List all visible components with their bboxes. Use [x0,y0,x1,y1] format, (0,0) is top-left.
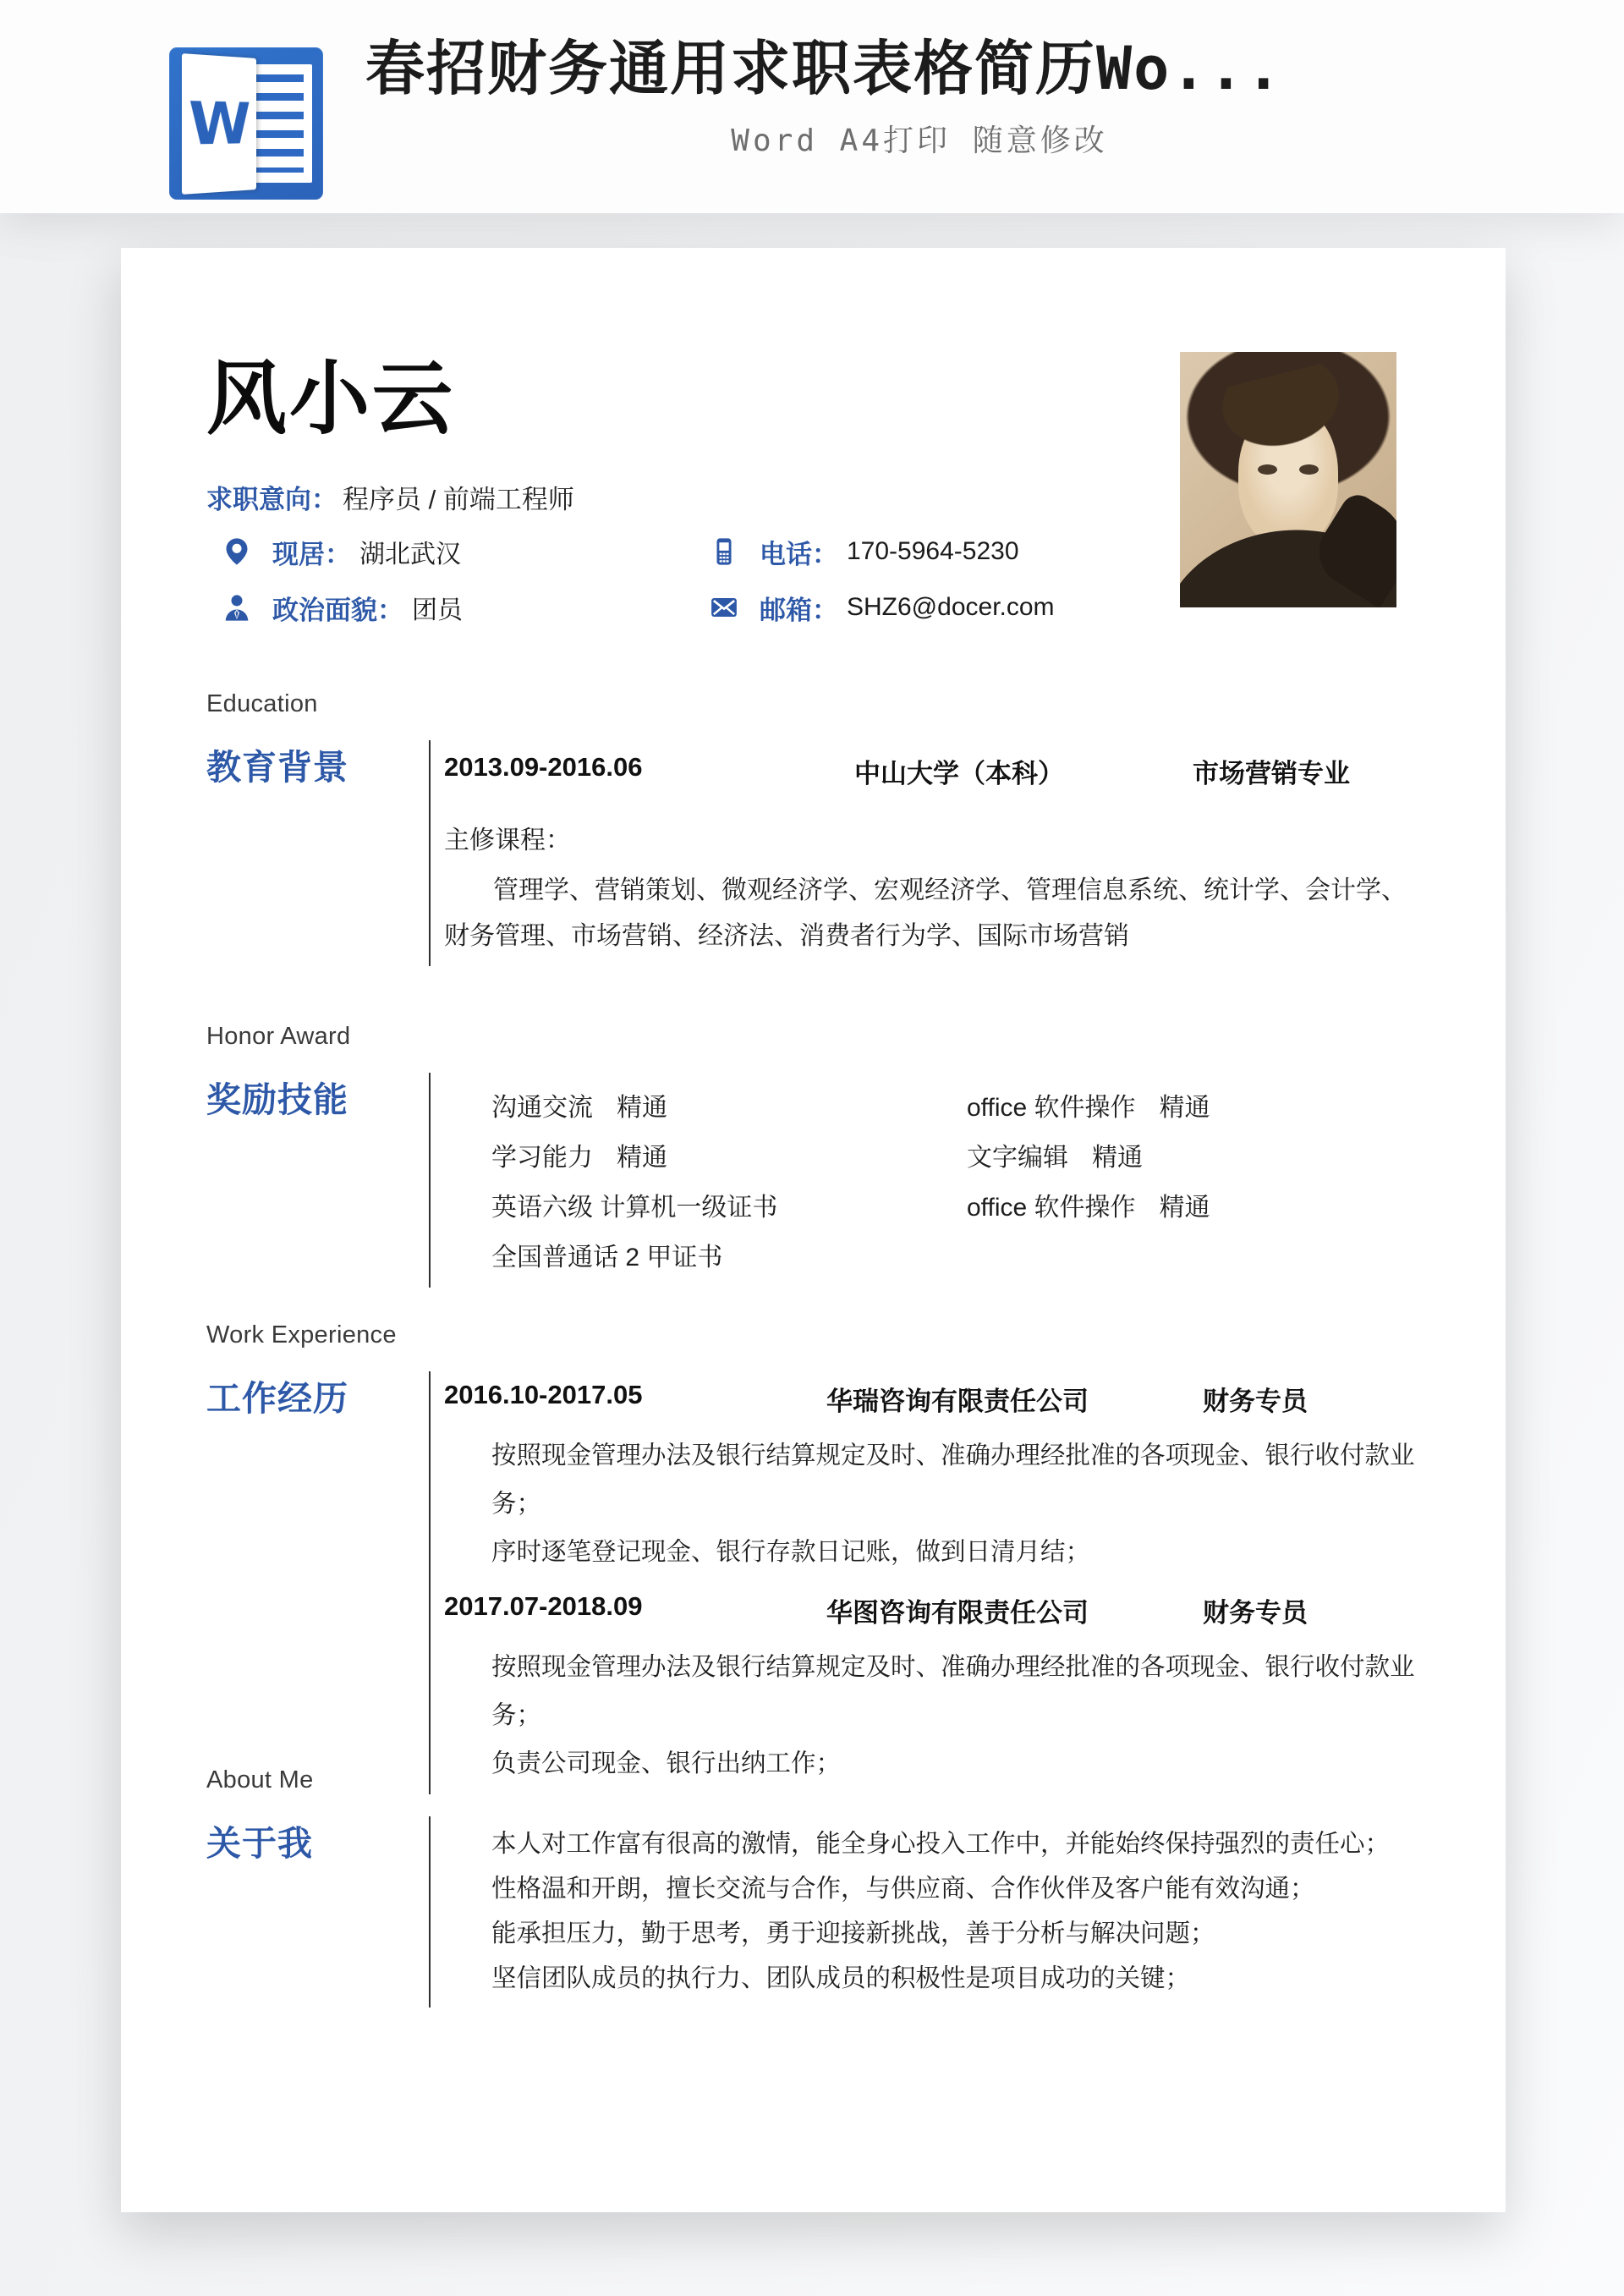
section-title-zh: 关于我 [206,1824,313,1863]
word-app-icon [169,47,323,200]
education-period: 2013.09-2016.06 [444,752,643,782]
skill-item [491,1229,967,1279]
section-title-zh: 奖励技能 [206,1080,348,1119]
courses-label: 主修课程： [444,827,571,854]
job-company: 华瑞咨询有限责任公司 [826,1387,1089,1416]
about-line: 性格温和开朗，擅长交流与合作，与供应商、合作伙伴及客户能有效沟通； [491,1875,1315,1903]
skill-level: 精通 [617,1143,667,1172]
about-line: 坚信团队成员的执行力、团队成员的积极性是项目成功的关键； [491,1964,1191,1992]
job-intention-value: 程序员 / 前端工程师 [343,485,574,514]
skill-name: office 软件操作 [967,1193,1136,1222]
skill-item [967,1179,1429,1229]
skill-level: 精通 [1159,1193,1210,1222]
skills-grid [491,1079,1429,1279]
contact-value: 170-5964-5230 [847,537,1019,565]
job-description-line: 按照现金管理办法及银行结算规定及时、准确办理经批准的各项现金、银行收付款业务； [491,1442,1415,1518]
contact-label: 电话： [760,539,838,569]
contact-political-status [222,591,709,623]
skill-name: 全国普通话 2 甲证书 [491,1243,723,1272]
contact-value: SHZ6@docer.com [847,593,1055,621]
skill-name: office 软件操作 [967,1093,1136,1122]
job-period: 2017.07-2018.09 [444,1591,643,1621]
skill-item [967,1229,1429,1279]
skill-item [967,1129,1429,1179]
about-line: 本人对工作富有很高的激情，能全身心投入工作中，并能始终保持强烈的责任心； [491,1830,1391,1858]
education-content [429,740,1429,966]
contact-value: 团员 [412,596,463,624]
work-content [429,1371,1429,1794]
section-title-en: About Me [206,1766,314,1793]
education-major: 市场营销专业 [1193,759,1350,788]
section-work-experience [206,1321,1429,1794]
skill-name: 文字编辑 [967,1143,1068,1172]
contact-email [709,591,1055,623]
skill-item [491,1079,967,1129]
skill-name: 英语六级 计算机一级证书 [491,1193,778,1222]
about-content [429,1816,1429,2008]
template-subtitle: Word A4打印 随意修改 [731,124,1108,158]
education-school: 中山大学（本科） [854,759,1064,788]
job-intention-label: 求职意向： [206,485,337,514]
profile-photo [1180,352,1396,607]
skill-item [491,1129,967,1179]
contact-label: 政治面貌： [272,595,403,625]
contact-phone [709,536,1055,568]
section-title-zh: 工作经历 [206,1379,348,1418]
contact-value: 湖北武汉 [359,541,461,569]
skill-level: 精通 [617,1093,667,1122]
contact-label: 现居： [272,539,351,569]
word-icon-page [182,53,256,195]
candidate-name: 风小云 [206,354,456,444]
skill-level: 精通 [1159,1093,1210,1122]
mail-icon [709,592,739,623]
person-icon [222,592,252,623]
skill-item [967,1079,1429,1129]
contact-label: 邮箱： [760,595,838,625]
contact-location [222,536,709,568]
section-about-me [206,1766,1429,2008]
section-title-en: Honor Award [206,1023,351,1050]
section-honor-award [206,1022,1429,1288]
location-pin-icon [222,536,252,567]
template-title: 春招财务通用求职表格简历Wo... [365,34,1283,103]
courses-text: 管理学、营销策划、微观经济学、宏观经济学、管理信息系统、统计学、会计学、财务管理、市场营销、经济法、消费者行为学、国际市场营销 [444,876,1407,950]
honor-content [429,1073,1429,1288]
section-education [206,689,1429,966]
contact-grid [222,536,1055,623]
skill-name: 学习能力 [491,1143,593,1172]
job-description-line: 负责公司现金、银行出纳工作； [491,1749,842,1777]
skill-item [491,1179,967,1229]
template-header-bar [0,0,1624,213]
skill-level: 精通 [1092,1143,1143,1172]
education-entry [444,752,1429,790]
section-title-zh: 教育背景 [206,748,348,787]
job-position: 财务专员 [1203,1598,1308,1628]
job-company: 华图咨询有限责任公司 [826,1598,1089,1628]
job-header [444,1380,1429,1418]
about-line: 能承担压力，勤于思考，勇于迎接新挑战，善于分析与解决问题； [491,1920,1215,1947]
section-title-en: Work Experience [206,1321,397,1348]
skill-name: 沟通交流 [491,1093,593,1122]
job-header [444,1591,1429,1629]
word-icon-letter: W [189,88,251,159]
section-title-en: Education [206,690,318,717]
job-position: 财务专员 [1203,1387,1308,1416]
job-intention-row [206,478,574,516]
job-description-line: 序时逐笔登记现金、银行存款日记账，做到日清月结； [491,1538,1091,1566]
phone-icon [709,536,739,567]
job-description-line: 按照现金管理办法及银行结算规定及时、准确办理经批准的各项现金、银行收付款业务； [491,1653,1415,1729]
resume-page [121,248,1506,2212]
job-period: 2016.10-2017.05 [444,1380,643,1409]
